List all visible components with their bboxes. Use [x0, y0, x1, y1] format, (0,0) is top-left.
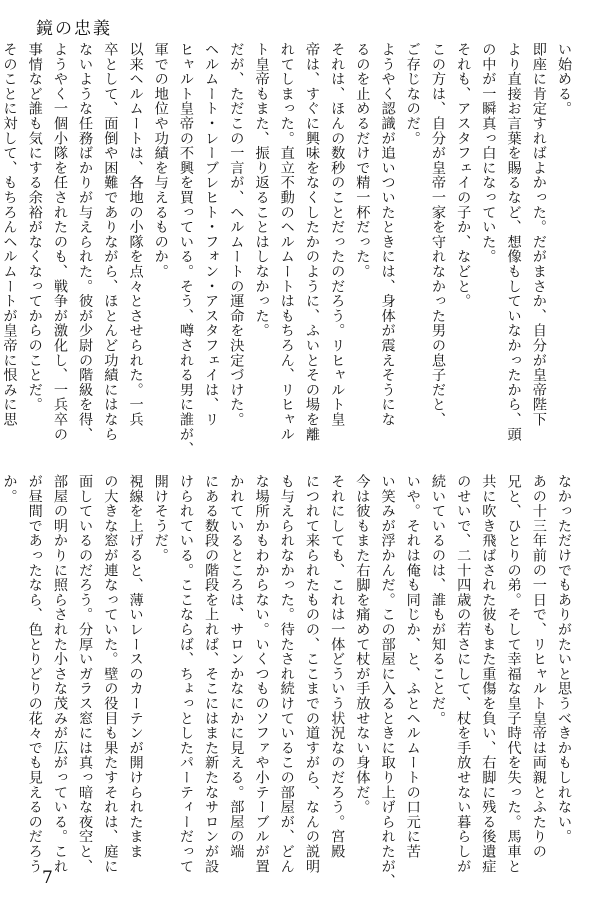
top-line: ないような任務ばかりが与えられた。彼が少尉の階級を得、	[77, 42, 94, 442]
top-line: より直接お言葉を賜るなど、想像もしていなかったから、頭	[505, 42, 522, 442]
top-line: そのことに対して、もちろんヘルムートが皇帝に恨みに思	[1, 42, 18, 427]
bottom-line: につれて来られたものの、ここまでの道すがら、なんの説明	[303, 474, 320, 874]
top-line: の中が一瞬真っ白になっていた。	[480, 42, 497, 264]
top-line: だが、ただこの一言が、ヘルムートの運命を決定づけた。	[228, 42, 245, 427]
bottom-line: も与えられなかった。待たされ続けているこの部屋が、どん	[278, 474, 295, 874]
bottom-line: 兄と、ひとりの弟。そして幸福な皇子時代を失った。馬車と	[505, 474, 522, 874]
top-line: 以来ヘルムートは、各地の小隊を点々とさせられた。一兵	[127, 42, 144, 427]
bottom-line: い笑みが浮かんだ。この部屋に入るときに取り上げられたが、	[379, 474, 396, 889]
top-line: ようやく一個小隊を任されたのも、戦争が激化し、一兵卒の	[51, 42, 68, 442]
top-line: この方は、自分が皇帝一家を守れなかった男の息子だと、	[429, 42, 446, 427]
bottom-line: 面しているのだろう。分厚いガラス窓には真っ暗な夜空と、	[77, 474, 94, 874]
top-line: い始める。	[556, 42, 572, 116]
top-line: ト皇帝もまた、振り返ることはしなかった。	[253, 42, 270, 338]
top-line: それも、アスタフェイの子か、などと。	[455, 42, 472, 309]
top-line: ご存じなのだ。	[404, 42, 421, 146]
top-line: 帝は、すぐに興味をなくしたかのように、ふいとその場を離	[303, 42, 320, 442]
bottom-line: の大きな窓が連なっていた。壁の役目も果たすそれは、庭に	[102, 474, 119, 874]
bottom-line: 今は彼もまた右脚を痛めて杖が手放せない身体だ。	[354, 474, 371, 815]
top-line: ようやく認識が追いついたときには、身体が震えそうにな	[379, 42, 396, 427]
bottom-line: なかっただけでもありがたいと思うべきかもしれない。	[556, 474, 572, 844]
bottom-line: が昼間であったなら、色とりどりの花々でも見えるのだろう	[26, 474, 43, 874]
top-line: ヘルムート・レーブレヒト・フォン・アスタフェイは、リ	[203, 42, 220, 427]
bottom-line: にある数段の階段を上れば、そこにはまた新たなサロンが設	[203, 474, 220, 874]
bottom-line: 開けそうだ。	[152, 474, 169, 563]
top-line: れてしまった。直立不動のヘルムートはもちろん、リヒャル	[278, 42, 295, 442]
bottom-line: 共に吹き飛ばされた彼もまた重傷を負い、右脚に残る後遺症	[480, 474, 497, 874]
text-block-bottom	[1, 474, 576, 889]
bottom-line: かれているところは、サロンかなにかに見える。部屋の端	[228, 474, 245, 859]
top-line: 軍での地位や功績を与えるものか。	[152, 42, 169, 279]
bottom-line: 視線を上げると、薄いレースのカーテンが開けられたまま	[127, 474, 144, 859]
bottom-line: けられている。ここならば、ちょっとしたパーティーだって	[177, 474, 194, 874]
bottom-line: いや。それは俺も同じか、と、ふとヘルムートの口元に苦	[404, 474, 421, 859]
bottom-line: な場所かもわからない。いくつものソファや小テーブルが置	[253, 474, 270, 874]
top-line: 事情など誰も気にする余裕がなくなってからのことだ。	[26, 42, 43, 412]
bottom-line: か。	[1, 474, 18, 504]
bottom-line: それにしても、これは一体どういう状況なのだろう。宮殿	[329, 474, 346, 859]
text-block-top	[1, 42, 576, 457]
top-line: るのを止めるだけで精一杯だった。	[354, 42, 371, 279]
bottom-line: のせいで、二十四歳の若さにして、杖を手放せない暮らしが	[455, 474, 472, 874]
page-number: 7	[42, 868, 53, 888]
top-line: 卒として、面倒や困難でありながら、ほとんど功績にはなら	[102, 42, 119, 442]
top-line: ヒャルト皇帝の不興を買っている。そう、噂される男に誰が、	[177, 42, 194, 457]
bottom-line: 部屋の明かりに照らされた小さな茂みが広がっている。これ	[51, 474, 68, 874]
bottom-line: あの十三年前の一日で、リヒャルト皇帝は両親とふたりの	[530, 474, 547, 859]
running-header: 鏡の忠義	[36, 19, 112, 39]
bottom-line: 続いているのは、誰もが知ることだ。	[429, 474, 446, 726]
top-line: 即座に肯定すればよかった。だがまさか、自分が皇帝陛下	[530, 42, 547, 427]
top-line: それは、ほんの数秒のことだったのだろう。リヒャルト皇	[329, 42, 346, 427]
